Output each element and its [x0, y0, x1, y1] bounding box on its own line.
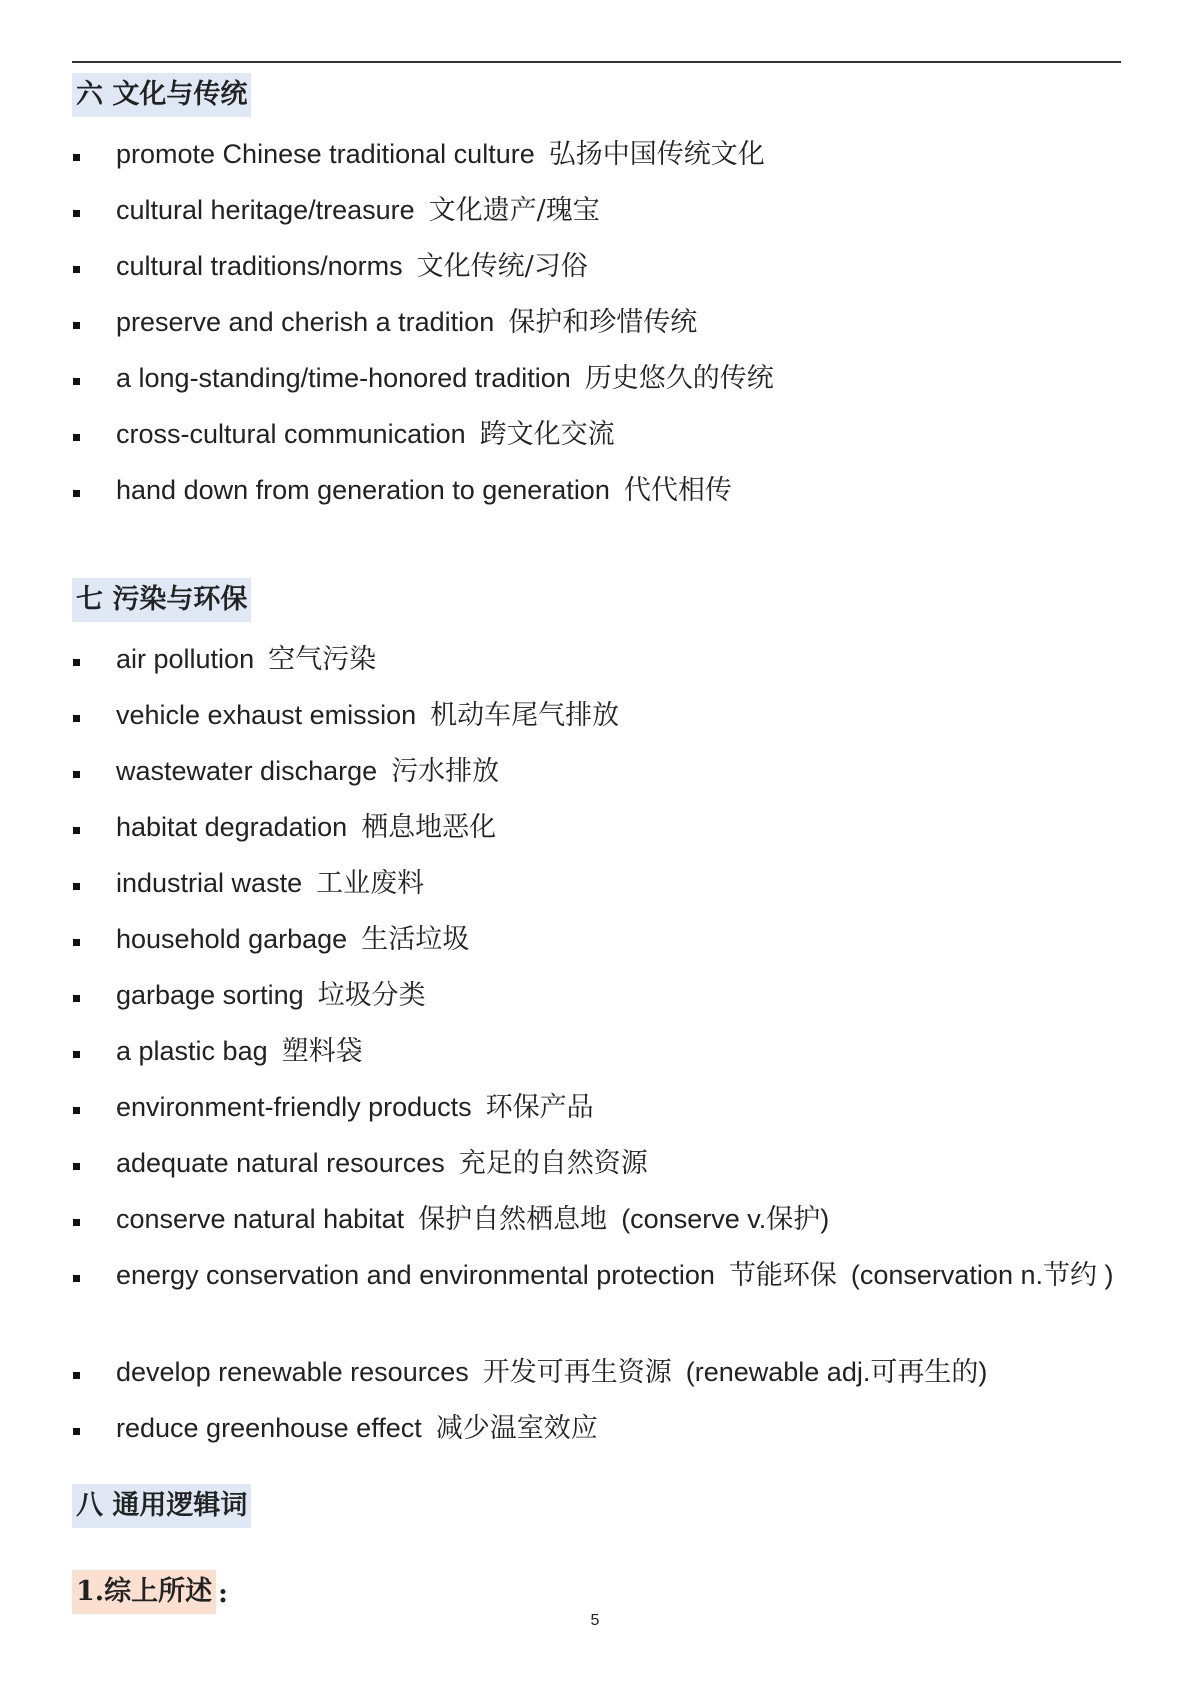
bullet-icon	[73, 883, 80, 890]
item-chinese: 空气污染	[268, 644, 377, 675]
item-english: preserve and cherish a tradition	[116, 307, 495, 337]
section-heading-logic-words: 八 通用逻辑词	[72, 1484, 251, 1528]
section-heading-pollution: 七 污染与环保	[72, 578, 251, 622]
item-english: environment-friendly products	[116, 1092, 472, 1122]
item-english: wastewater discharge	[116, 756, 378, 786]
header-rule	[72, 61, 1121, 63]
item-english: conserve natural habitat	[116, 1204, 405, 1234]
item-english: adequate natural resources	[116, 1148, 445, 1178]
page-number: 5	[590, 1612, 600, 1629]
bullet-icon	[73, 210, 80, 217]
item-chinese: 文化传统/习俗	[416, 251, 588, 282]
item-english: industrial waste	[116, 868, 303, 898]
item-chinese: 栖息地恶化	[361, 812, 497, 843]
subheading-colon: :	[218, 1578, 228, 1609]
bullet-icon	[73, 995, 80, 1002]
item-chinese: 环保产品	[485, 1092, 594, 1123]
bullet-icon	[73, 266, 80, 273]
item-english: habitat degradation	[116, 812, 348, 842]
item-english: promote Chinese traditional culture	[116, 139, 535, 169]
bullet-icon	[73, 154, 80, 161]
item-english: vehicle exhaust emission	[116, 700, 417, 730]
bullet-icon	[73, 322, 80, 329]
bullet-icon	[73, 1219, 80, 1226]
bullet-icon	[73, 378, 80, 385]
item-english: develop renewable resources	[116, 1357, 469, 1387]
item-english: cross-cultural communication	[116, 419, 466, 449]
item-chinese: 充足的自然资源	[458, 1148, 648, 1179]
item-english: cultural traditions/norms	[116, 251, 403, 281]
bullet-icon	[73, 1163, 80, 1170]
bullet-icon	[73, 1051, 80, 1058]
item-chinese: 机动车尾气排放	[430, 700, 620, 731]
item-chinese: 保护自然栖息地	[418, 1204, 608, 1235]
item-chinese: 塑料袋	[281, 1036, 363, 1067]
item-chinese: 文化遗产/瑰宝	[428, 195, 600, 226]
item-english: household garbage	[116, 924, 348, 954]
item-english: garbage sorting	[116, 980, 304, 1010]
item-english: air pollution	[116, 644, 255, 674]
bullet-icon	[73, 1428, 80, 1435]
item-chinese: 垃圾分类	[317, 980, 426, 1011]
subheading-in-summary: 1.综上所述	[72, 1570, 216, 1614]
item-chinese: 历史悠久的传统	[584, 363, 774, 394]
item-chinese: 减少温室效应	[435, 1413, 598, 1444]
item-chinese: 污水排放	[391, 756, 500, 787]
item-english: a long-standing/time-honored tradition	[116, 363, 571, 393]
bullet-icon	[73, 827, 80, 834]
bullet-icon	[73, 490, 80, 497]
bullet-icon	[73, 659, 80, 666]
item-english: hand down from generation to generation	[116, 475, 610, 505]
bullet-icon	[73, 1275, 80, 1282]
bullet-icon	[73, 715, 80, 722]
item-note: (renewable adj.可再生的)	[685, 1357, 988, 1387]
bullet-icon	[73, 939, 80, 946]
item-chinese: 弘扬中国传统文化	[548, 139, 765, 170]
item-chinese: 生活垃圾	[361, 924, 470, 955]
item-english: energy conservation and environmental protection	[116, 1260, 715, 1290]
bullet-icon	[73, 1372, 80, 1379]
item-chinese: 保护和珍惜传统	[508, 307, 698, 338]
item-chinese: 工业废料	[316, 868, 425, 899]
section-heading-culture: 六 文化与传统	[72, 73, 251, 117]
bullet-icon	[73, 1107, 80, 1114]
item-chinese: 节能环保	[728, 1260, 837, 1291]
bullet-icon	[73, 434, 80, 441]
item-chinese: 开发可再生资源	[482, 1357, 672, 1388]
item-note: (conserve v.保护)	[621, 1204, 830, 1234]
item-chinese: 跨文化交流	[479, 419, 615, 450]
item-note: (conservation n.节约 )	[850, 1260, 1114, 1290]
item-english: cultural heritage/treasure	[116, 195, 415, 225]
bullet-icon	[73, 771, 80, 778]
item-chinese: 代代相传	[623, 475, 732, 506]
item-english: reduce greenhouse effect	[116, 1413, 422, 1443]
item-english: a plastic bag	[116, 1036, 268, 1066]
